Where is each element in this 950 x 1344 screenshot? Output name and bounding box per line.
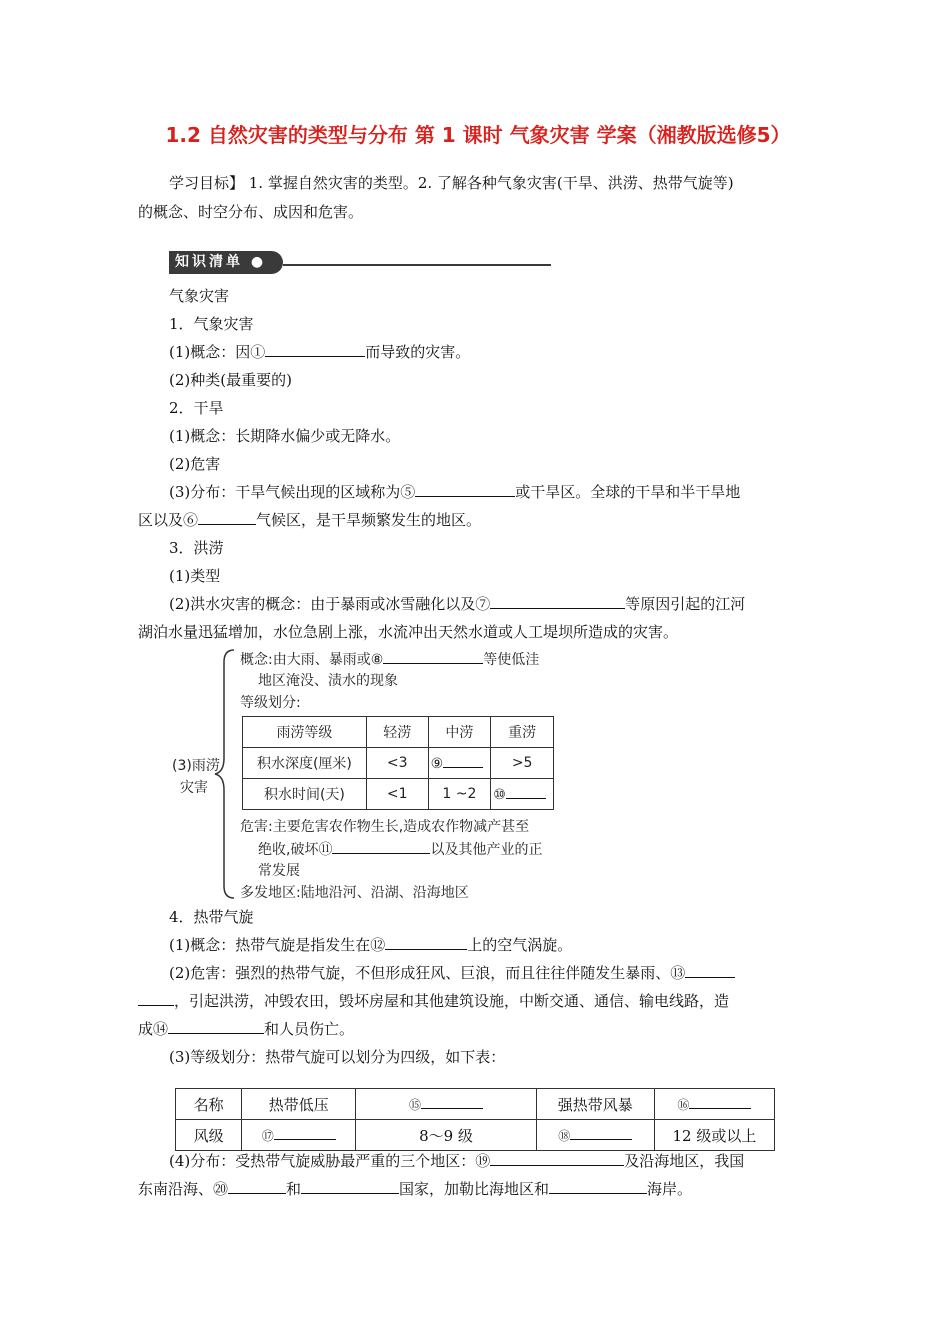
table-cell: <3: [366, 748, 428, 779]
blank-9-cell[interactable]: ⑨: [428, 748, 491, 779]
blank-13a[interactable]: [685, 962, 735, 978]
header-cell: 重涝: [491, 717, 554, 748]
s3-flood-1: (2)洪水灾害的概念：由于暴雨或冰雪融化以及⑦ 等原因引起的江河: [169, 595, 746, 613]
header-cell: 轻涝: [366, 717, 428, 748]
s4-harm-2: ，引起洪涝，冲毁农田，毁坏房屋和其他建筑设施，中断交通、通信、输电线路，造: [138, 990, 729, 1011]
blank-21[interactable]: [301, 1178, 399, 1194]
blank-13b[interactable]: [138, 990, 174, 1006]
table-cell: 强热带风暴: [536, 1089, 654, 1120]
s3-head: 3．洪涝: [169, 539, 224, 557]
table-cell: 12 级或以上: [654, 1120, 774, 1151]
rainflood-table: [242, 716, 554, 810]
blank-14[interactable]: [168, 1018, 264, 1034]
blank-12[interactable]: [385, 934, 467, 950]
blank-16-cell[interactable]: ⑯: [654, 1089, 774, 1120]
table-cell: <1: [366, 779, 428, 810]
figure-harm-1: 危害:主要危害农作物生长,造成农作物减产甚至: [240, 819, 530, 835]
figure-concept-1: 概念:由大雨、暴雨或⑧ 等使低洼: [240, 648, 539, 669]
s1-kinds: (2)种类(最重要的): [169, 371, 292, 389]
table-cell: 积水时间(天): [243, 779, 367, 810]
s3-flood-2: 湖泊水量迅猛增加，水位急剧上涨，水流冲出天然水道或人工堤坝所造成的灾害。: [138, 623, 679, 641]
blank-22[interactable]: [549, 1178, 647, 1194]
s4-harm-3: 成⑭ 和人员伤亡。: [138, 1020, 355, 1038]
s4-concept: (1)概念：热带气旋是指发生在⑫ 上的空气涡旋。: [169, 936, 573, 954]
figure-concept-2: 地区淹没、渍水的现象: [258, 673, 398, 689]
table-cell: 积水深度(厘米): [243, 748, 367, 779]
objective-line-2: 的概念、时空分布、成因和危害。: [138, 203, 364, 221]
table-cell: 风级: [176, 1120, 242, 1151]
s2-dist-1: (3)分布：干旱气候出现的区域称为⑤ 或干旱区。全球的干旱和半干旱地: [169, 483, 741, 501]
s2-concept: (1)概念：长期降水偏少或无降水。: [169, 427, 401, 445]
s1-head: 1．气象灾害: [169, 315, 254, 333]
figure-areas: 多发地区:陆地沿河、沿湖、沿海地区: [240, 885, 469, 901]
blank-15-cell[interactable]: ⑮: [356, 1089, 537, 1120]
table-cell: 8～9 级: [356, 1120, 537, 1151]
page-title: 1.2 自然灾害的类型与分布 第 1 课时 气象灾害 学案（湘教版选修5）: [165, 123, 791, 147]
s4-dist-2: 东南沿海、⑳ 和 国家，加勒比海地区和 海岸。: [138, 1180, 693, 1198]
blank-1[interactable]: [265, 341, 365, 357]
objective-line-1: 学习目标】 1. 掌握自然灾害的类型。2. 了解各种气象灾害(干旱、洪涝、热带气旋等): [169, 174, 734, 192]
s4-head: 4．热带气旋: [169, 908, 254, 926]
s4-grade: (3)等级划分：热带气旋可以划分为四级，如下表：: [169, 1048, 506, 1066]
cyclone-table: [175, 1088, 775, 1151]
s2-dist-2: 区以及⑥ 气候区，是干旱频繁发生的地区。: [138, 511, 482, 529]
figure-label-2: 灾害: [180, 780, 208, 796]
figure-grade: 等级划分:: [240, 695, 301, 711]
blank-8[interactable]: [383, 648, 483, 664]
brace-icon: [212, 648, 242, 900]
blank-11[interactable]: [332, 838, 430, 854]
figure-label-1: (3)雨涝: [172, 758, 220, 774]
blank-17-cell[interactable]: ⑰: [242, 1120, 356, 1151]
header-cell: 中涝: [428, 717, 491, 748]
blank-18-cell[interactable]: ⑱: [536, 1120, 654, 1151]
table-cell: 1 ~2: [428, 779, 491, 810]
knowledge-banner: 知识清单 ●: [169, 251, 283, 274]
figure-harm-3: 常发展: [258, 863, 300, 879]
table-cell: 名称: [176, 1089, 242, 1120]
s3-types: (1)类型: [169, 567, 221, 585]
figure-harm-2: 绝收,破坏⑪ 以及其他产业的正: [258, 838, 542, 859]
s2-head: 2．干旱: [169, 399, 224, 417]
s4-harm-1: (2)危害：强烈的热带气旋，不但形成狂风、巨浪，而且往往伴随发生暴雨、⑬: [169, 962, 735, 983]
table-cell: >5: [491, 748, 554, 779]
blank-10-cell[interactable]: ⑩: [491, 779, 554, 810]
blank-7[interactable]: [490, 593, 625, 609]
banner-divider: [283, 264, 551, 266]
table-cell: 热带低压: [242, 1089, 356, 1120]
s2-harm: (2)危害: [169, 455, 221, 473]
blank-6[interactable]: [198, 509, 256, 525]
s4-dist-1: (4)分布：受热带气旋威胁最严重的三个地区：⑲ 及沿海地区，我国: [169, 1152, 745, 1170]
header-cell: 雨涝等级: [243, 717, 367, 748]
blank-5[interactable]: [415, 481, 515, 497]
s1-concept: (1)概念：因① 而导致的灾害。: [169, 343, 471, 361]
blank-20[interactable]: [228, 1178, 286, 1194]
section-title: 气象灾害: [169, 287, 230, 305]
blank-19[interactable]: [490, 1150, 624, 1166]
